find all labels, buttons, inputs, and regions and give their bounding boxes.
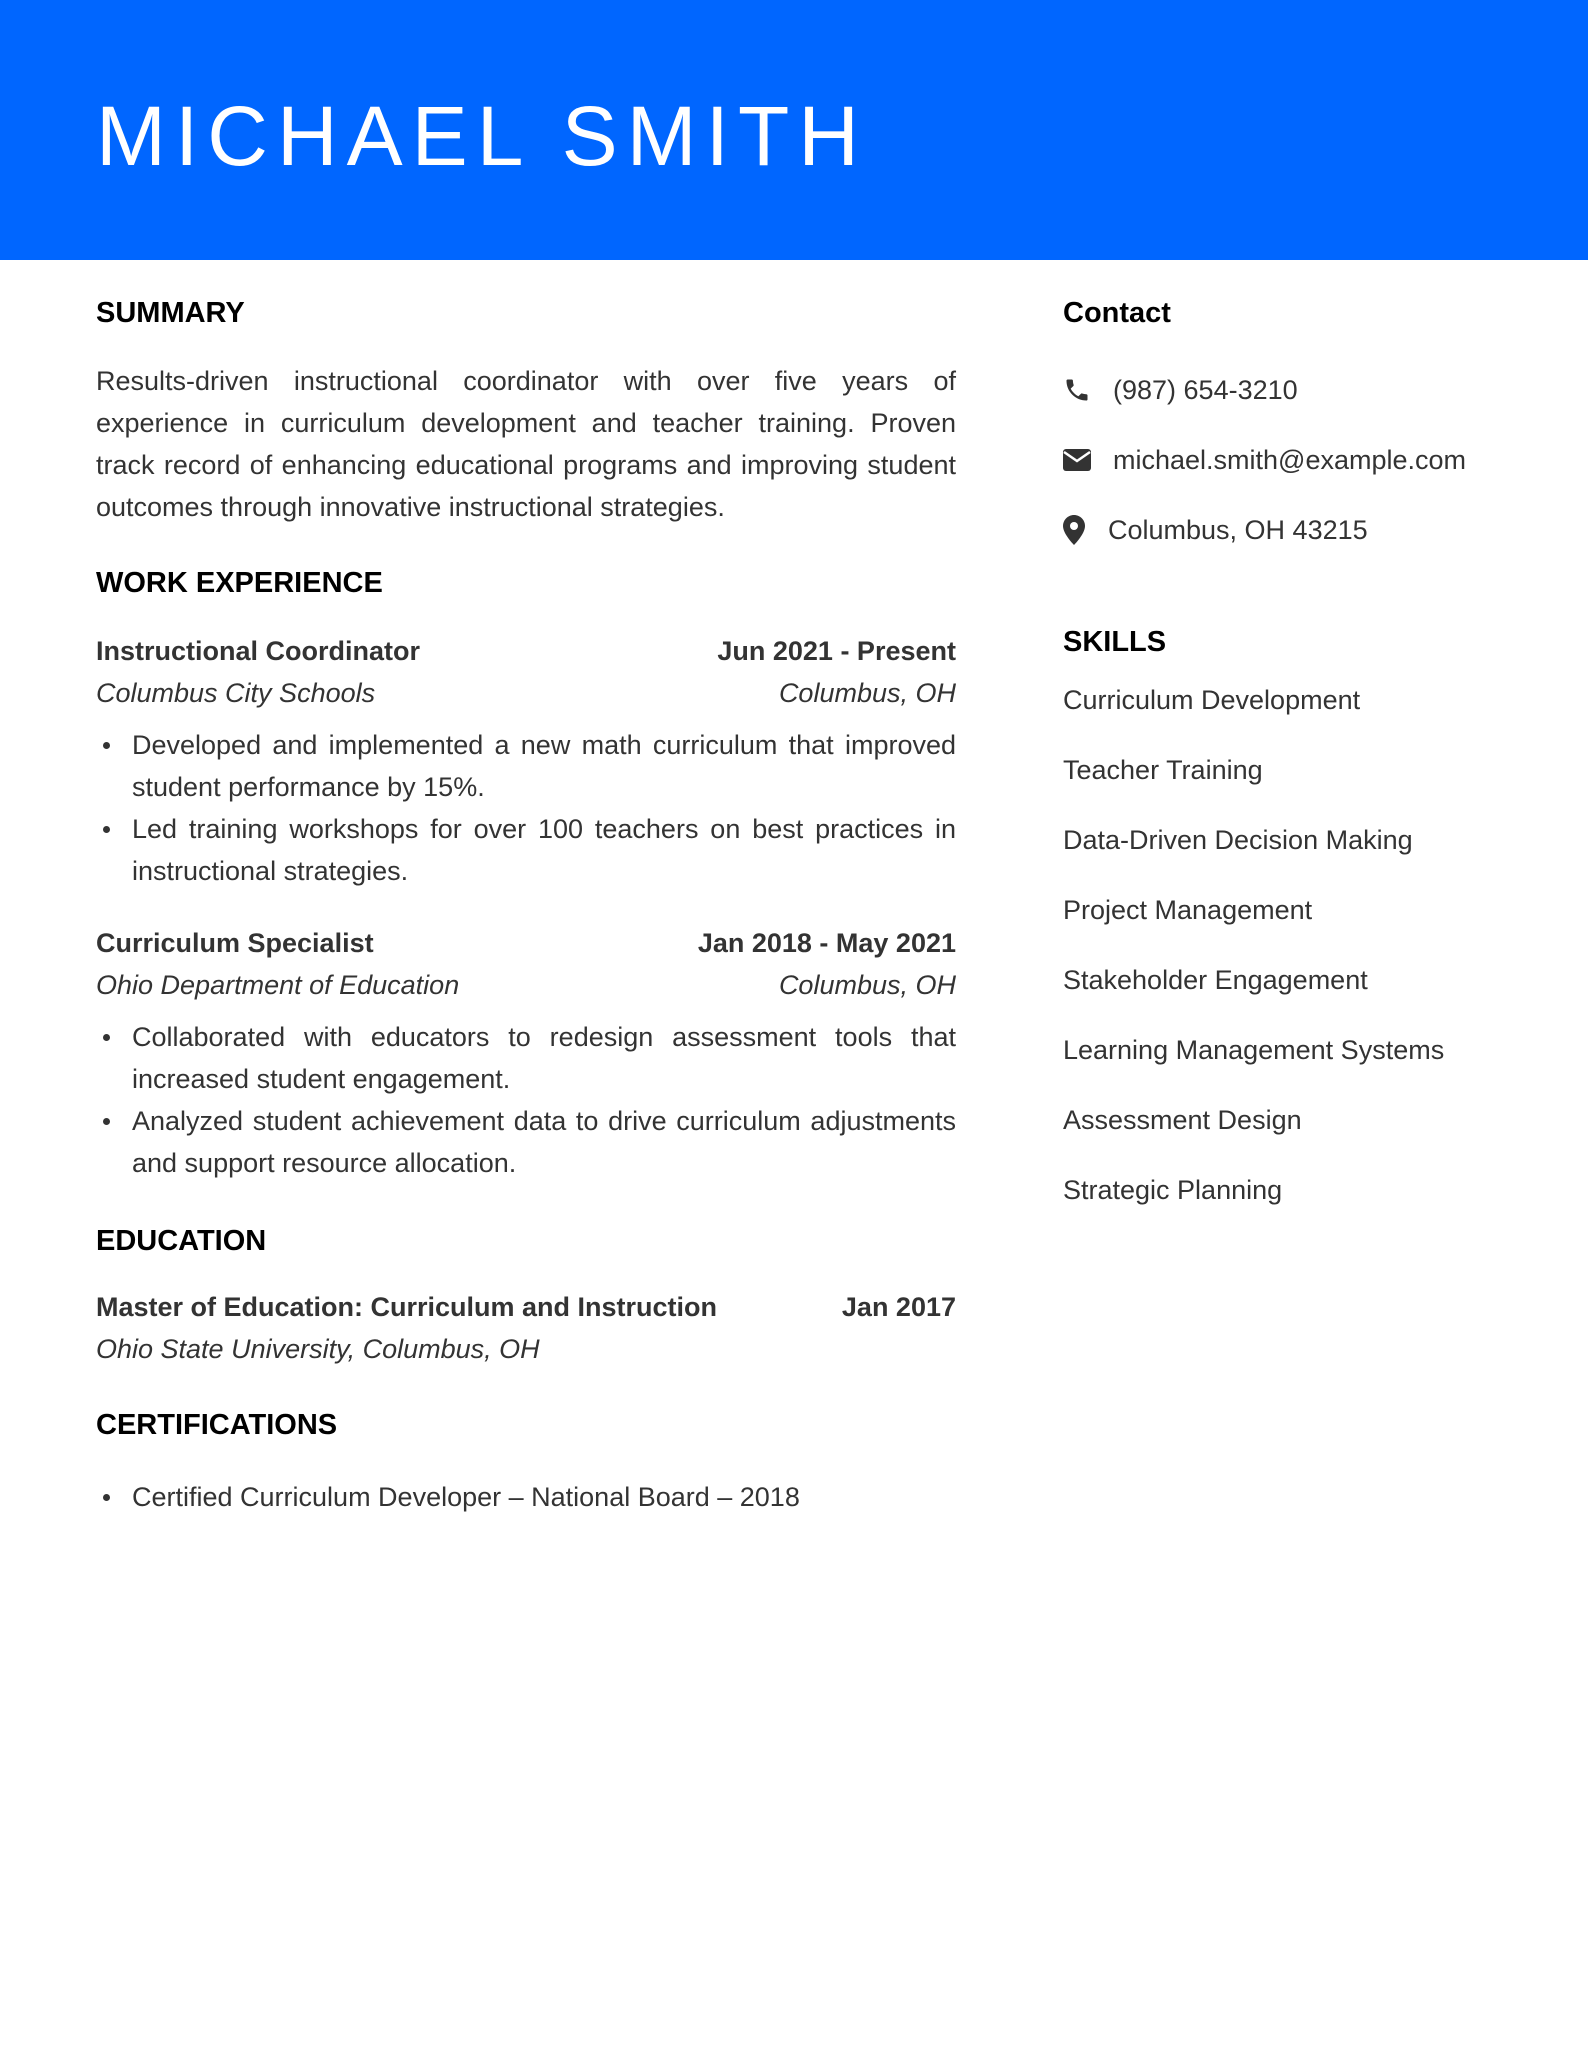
skill-item: Teacher Training	[1063, 755, 1263, 785]
work-experience-heading: WORK EXPERIENCE	[96, 567, 383, 599]
phone-icon	[1063, 376, 1113, 404]
summary-heading: SUMMARY	[96, 297, 245, 329]
contact-list	[1063, 355, 1543, 565]
candidate-name: MICHAEL SMITH	[96, 89, 868, 183]
skill-item: Strategic Planning	[1063, 1175, 1283, 1205]
location-text: Columbus, OH 43215	[1108, 514, 1368, 545]
school-name: Ohio State University, Columbus, OH	[96, 1334, 540, 1364]
header-banner	[0, 0, 1588, 260]
contact-email	[1063, 425, 1543, 495]
contact-phone	[1063, 355, 1543, 425]
skill-item: Assessment Design	[1063, 1105, 1302, 1135]
job-entry	[96, 922, 956, 1184]
job-bullet: Developed and implemented a new math curriculum that improved student performance by 15%.	[96, 724, 956, 808]
sidebar-column	[1063, 296, 1543, 1225]
skills-list	[1063, 665, 1543, 1225]
summary-text: Results-driven instructional coordinator with over five years of experience in curriculum development and teacher training. Proven track record of enhancing educational programs and improving student outcomes through innovative instructional strategies.	[96, 366, 956, 522]
job-bullet: Led training workshops for over 100 teachers on best practices in instructional strategies.	[96, 808, 956, 892]
job-title: Instructional Coordinator	[96, 636, 420, 666]
skill-item: Learning Management Systems	[1063, 1035, 1445, 1065]
contact-location	[1063, 495, 1543, 565]
phone-number[interactable]: (987) 654-3210	[1113, 374, 1298, 405]
education-heading: EDUCATION	[96, 1225, 267, 1257]
skill-item: Data-Driven Decision Making	[1063, 825, 1413, 855]
job-location: Columbus, OH	[778, 678, 956, 708]
degree-date: Jan 2017	[841, 1292, 956, 1322]
main-column	[96, 296, 956, 1518]
job-organization: Ohio Department of Education	[96, 970, 460, 1000]
education-entry	[96, 1286, 956, 1370]
contact-heading: Contact	[1063, 297, 1171, 329]
job-dates: Jan 2018 - May 2021	[697, 928, 956, 958]
job-location: Columbus, OH	[778, 970, 956, 1000]
job-bullets	[96, 1016, 956, 1184]
email-address[interactable]: michael.smith@example.com	[1113, 444, 1467, 475]
skill-item: Project Management	[1063, 895, 1313, 925]
job-bullet: Collaborated with educators to redesign assessment tools that increased student engagement.	[96, 1016, 956, 1100]
job-entry	[96, 630, 956, 892]
job-bullet: Analyzed student achievement data to drive curriculum adjustments and support resource allocation.	[96, 1100, 956, 1184]
certifications-heading: CERTIFICATIONS	[96, 1409, 338, 1441]
certification-item: Certified Curriculum Developer – National Board – 2018	[96, 1476, 956, 1518]
skill-item: Curriculum Development	[1063, 685, 1361, 715]
skills-heading: SKILLS	[1063, 626, 1167, 658]
degree-title: Master of Education: Curriculum and Instruction	[96, 1292, 718, 1322]
certifications-list	[96, 1476, 956, 1518]
job-dates: Jun 2021 - Present	[717, 636, 956, 666]
job-title: Curriculum Specialist	[96, 928, 374, 958]
map-pin-icon	[1063, 515, 1108, 545]
job-bullets	[96, 724, 956, 892]
envelope-icon	[1063, 449, 1113, 471]
job-organization: Columbus City Schools	[96, 678, 376, 708]
skill-item: Stakeholder Engagement	[1063, 965, 1368, 995]
